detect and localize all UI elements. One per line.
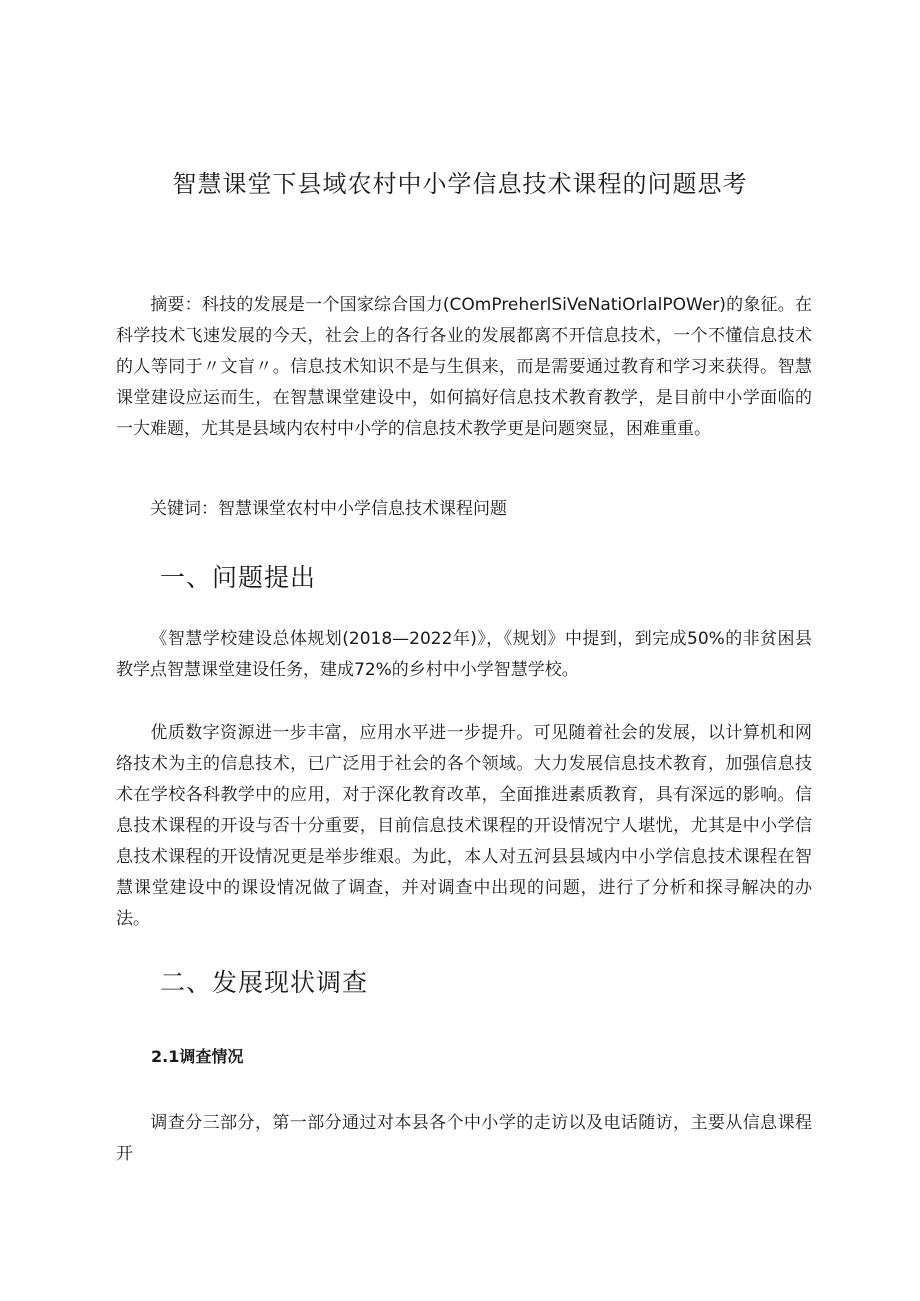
abstract-text: 摘要：科技的发展是一个国家综合国力(COmPreherlSiVeNatiOrlalPOWer)的象征。在科学技术飞速发展的今天，社会上的各行各业的发展都离不开信息技术，一个不懂信息技术的人等同于〃文盲〃。信息技术知识不是与生俱来，而是需要通过教育和学习来获得。智慧课堂建设应运而生，在智慧课堂建设中，如何搞好信息技术教育教学，是目前中小学面临的一大难题，尤其是县域内农村中小学的信息技术教学更是问题突显，困难重重。 — [116, 295, 812, 439]
section2-paragraph-1 — [116, 1108, 812, 1170]
section2-subheading: 2.1调查情况 — [151, 1047, 244, 1066]
keywords-paragraph — [116, 494, 812, 525]
keywords-text: 关键词：智慧课堂农村中小学信息技术课程问题 — [150, 499, 507, 519]
section1-paragraph-1 — [116, 624, 812, 686]
section2-heading: 二、发展现状调查 — [160, 968, 369, 997]
section1-paragraph-2-text: 优质数字资源进一步丰富，应用水平进一步提升。可见随着社会的发展，以计算机和网络技术为主的信息技术，已广泛用于社会的各个领域。大力发展信息技术教育，加强信息技术在学校各科教学中的应用，对于深化教育改革，全面推进素质教育，具有深远的影响。信息技术课程的开设与否十分重要，目前信息技术课程的开设情况宁人堪忧，尤其是中小学信息技术课程的开设情况更是举步维艰。为此，本人对五河县县域内中小学信息技术课程在智慧课堂建设中的课设情况做了调查，并对调查中出现的问题，进行了分析和探寻解决的办法。 — [116, 723, 812, 929]
section1-heading: 一、问题提出 — [160, 563, 317, 592]
section1-paragraph-1-text: 《智慧学校建设总体规划(2018—2022年)》，《规划》中提到，到完成50%的非贫困县教学点智慧课堂建设任务，建成72%的乡村中小学智慧学校。 — [116, 629, 812, 680]
section2-paragraph-1-text: 调查分三部分，第一部分通过对本县各个中小学的走访以及电话随访，主要从信息课程开 — [116, 1113, 812, 1164]
abstract-paragraph — [116, 290, 812, 445]
section1-paragraph-2 — [116, 718, 812, 935]
document-title: 智慧课堂下县域农村中小学信息技术课程的问题思考 — [172, 170, 748, 198]
